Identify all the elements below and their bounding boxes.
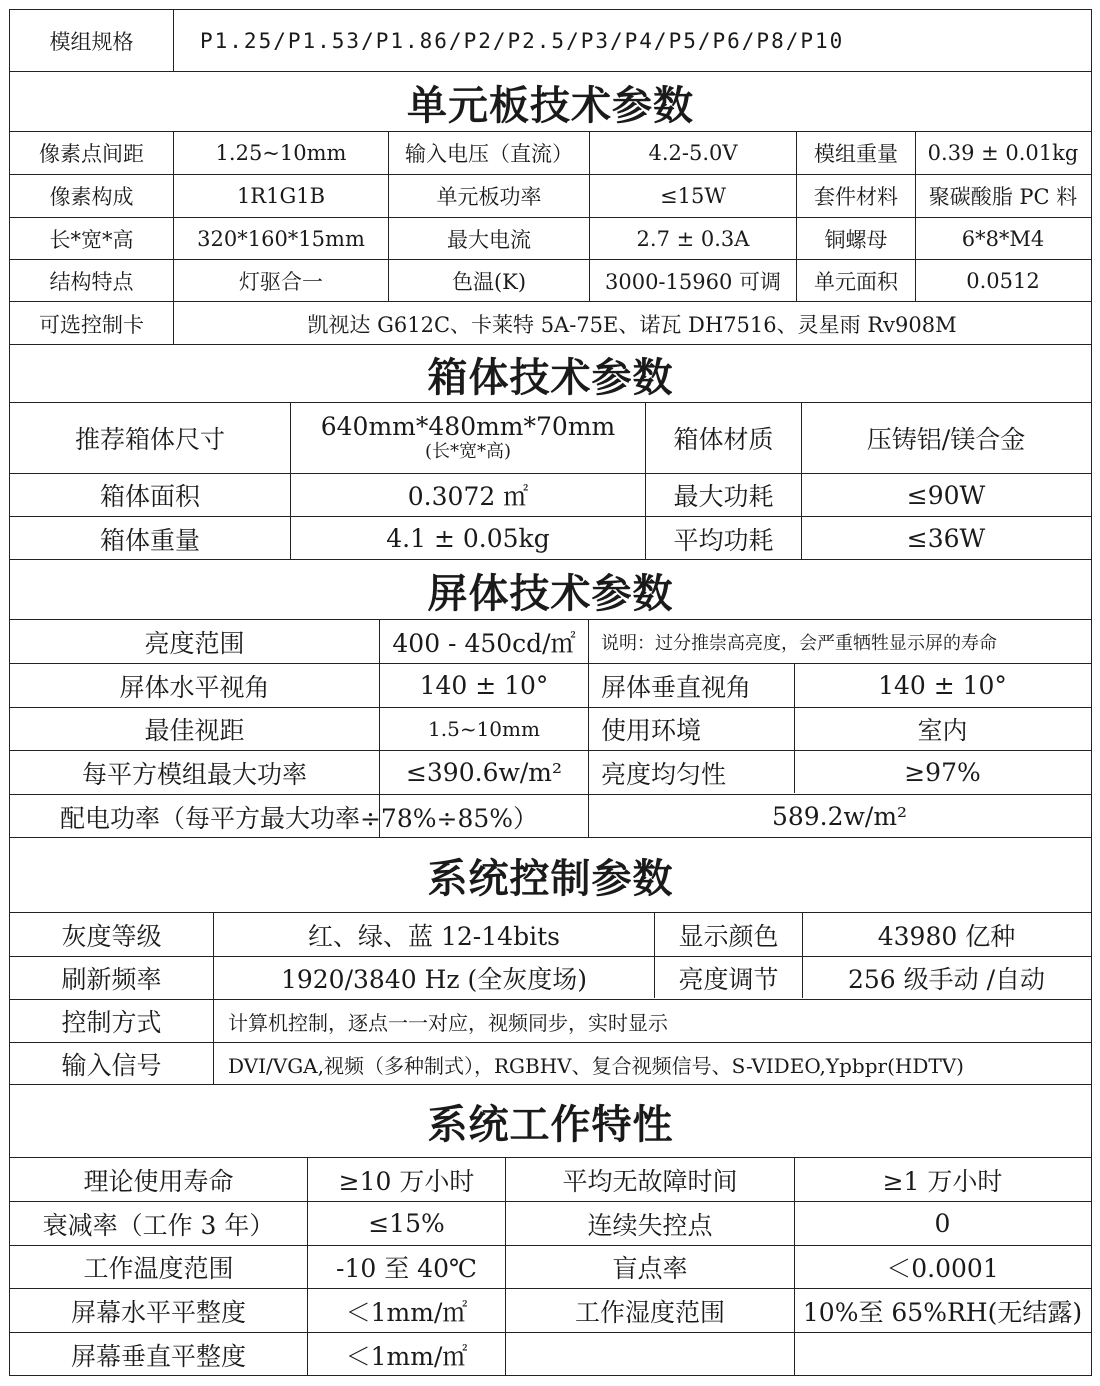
table-cell: 工作温度范围 — [83, 1254, 234, 1283]
table-cell: 单元面积 — [814, 269, 898, 294]
table-cell: 结构特点 — [49, 269, 134, 294]
table-cell: 2.7 ± 0.3A — [636, 226, 750, 251]
table-cell: ≤15% — [368, 1209, 445, 1238]
table-cell: 140 ± 10° — [878, 671, 1007, 700]
system-control-table — [9, 912, 1092, 1084]
table-cell: 套件材料 — [814, 185, 898, 209]
system-work-table — [9, 1157, 1092, 1376]
table-cell: 0.3072 ㎡ — [407, 482, 529, 511]
table-cell: 亮度调节 — [678, 965, 779, 994]
system-control-title: 系统控制参数 — [427, 856, 674, 902]
table-cell: 色温(K) — [451, 269, 527, 294]
distribution-power-value: 589.2w/m² — [771, 802, 908, 831]
table-cell: ≥10 万小时 — [338, 1166, 475, 1196]
system-work-title-row — [9, 1084, 1092, 1157]
table-cell: 平均无故障时间 — [562, 1166, 738, 1196]
table-cell: 屏幕垂直平整度 — [70, 1342, 246, 1371]
table-cell: 43980 亿种 — [877, 921, 1016, 951]
table-cell: 箱体面积 — [99, 482, 200, 511]
module-spec-value: P1.25/P1.53/P1.86/P2/P2.5/P3/P4/P5/P6/P8/P10 — [200, 29, 845, 53]
table-cell: 灰度等级 — [61, 921, 162, 951]
table-cell: ≤36W — [906, 524, 986, 553]
table-cell: 显示颜色 — [678, 921, 779, 951]
table-cell: ≤90W — [906, 480, 986, 510]
table-cell: 聚碳酸脂 PC 料 — [928, 185, 1078, 209]
table-cell: 屏幕水平平整度 — [70, 1297, 246, 1327]
control-card-label: 可选控制卡 — [39, 312, 144, 337]
table-cell: 每平方模组最大功率 — [81, 759, 307, 789]
table-cell: ≥97% — [904, 758, 981, 787]
brightness-value: 400 - 450cd/㎡ — [392, 628, 576, 658]
brightness-label: 亮度范围 — [144, 628, 245, 658]
table-cell: 6*8*M4 — [961, 226, 1045, 251]
cabinet-material-value: 压铸铝/镁合金 — [866, 425, 1026, 454]
screen-table — [9, 619, 1092, 837]
table-cell: 256 级手动 /自动 — [847, 965, 1046, 994]
table-cell — [795, 1333, 1090, 1377]
cabinet-title-row — [9, 344, 1092, 402]
table-cell: 10%至 65%RH(无结露) — [802, 1297, 1083, 1327]
table-cell: -10 至 40℃ — [336, 1254, 477, 1283]
cabinet-size-note: (长*宽*高) — [424, 441, 512, 463]
table-cell: 最佳视距 — [144, 716, 245, 745]
cabinet-size-cell — [291, 403, 645, 473]
table-cell: ＜1mm/㎡ — [345, 1342, 468, 1371]
table-cell: 长*宽*高 — [49, 227, 134, 252]
table-cell: 输入电压（直流） — [405, 142, 573, 166]
cabinet-size-label: 推荐箱体尺寸 — [74, 425, 225, 454]
table-cell: 像素构成 — [49, 185, 134, 209]
input-signal-label: 输入信号 — [61, 1051, 162, 1080]
spec-sheet — [9, 9, 1092, 1376]
table-cell: 屏体水平视角 — [119, 672, 270, 702]
cabinet-title: 箱体技术参数 — [427, 354, 674, 401]
table-cell: 使用环境 — [601, 716, 702, 745]
table-cell: 1.5~10mm — [428, 717, 540, 741]
table-cell: 室内 — [917, 716, 968, 745]
table-cell: 盲点率 — [612, 1254, 688, 1283]
table-cell: 4.2-5.0V — [648, 141, 738, 165]
table-cell — [506, 1333, 794, 1377]
table-cell: 亮度均匀性 — [601, 759, 727, 789]
control-mode-label: 控制方式 — [61, 1008, 162, 1037]
table-cell: ＜1mm/㎡ — [345, 1297, 468, 1327]
control-mode-value: 计算机控制，逐点一一对应，视频同步，实时显示 — [228, 1010, 668, 1035]
table-cell: 模组重量 — [814, 142, 898, 166]
screen-title: 屏体技术参数 — [427, 570, 674, 617]
table-cell: 衰减率（工作 3 年） — [42, 1210, 275, 1240]
table-cell: ≤15W — [660, 184, 726, 208]
table-cell: 像素点间距 — [39, 142, 144, 166]
table-cell: 1920/3840 Hz (全灰度场) — [280, 965, 588, 994]
table-cell: 工作湿度范围 — [574, 1297, 725, 1327]
unit-board-title-row — [9, 71, 1092, 131]
cabinet-size-value: 640mm*480mm*70mm — [320, 412, 616, 442]
brightness-note: 说明：过分推崇高亮度，会严重牺牲显示屏的寿命 — [601, 632, 997, 654]
table-cell: 最大功耗 — [673, 482, 774, 511]
table-cell: 3000-15960 可调 — [604, 269, 782, 294]
module-spec-label: 模组规格 — [49, 30, 134, 54]
table-cell: 铜螺母 — [824, 227, 888, 252]
table-cell: 屏体垂直视角 — [601, 672, 752, 702]
system-work-title: 系统工作特性 — [427, 1102, 674, 1148]
table-cell: ≤390.6w/m² — [405, 758, 563, 787]
table-cell: 0.0512 — [966, 268, 1040, 293]
table-cell: 单元板功率 — [436, 185, 542, 209]
cabinet-material-label: 箱体材质 — [673, 425, 774, 454]
table-cell: 140 ± 10° — [419, 671, 549, 700]
table-cell: 红、绿、蓝 12-14bits — [308, 921, 560, 951]
table-cell: ＜0.0001 — [886, 1254, 999, 1283]
table-cell: 320*160*15mm — [197, 226, 365, 251]
unit-board-table — [9, 131, 1092, 344]
table-cell: 刷新频率 — [61, 965, 162, 994]
table-cell: 连续失控点 — [587, 1210, 713, 1240]
control-card-value: 凯视达 G612C、卡莱特 5A-75E、诺瓦 DH7516、灵星雨 Rv908M — [307, 312, 957, 337]
table-cell: 箱体重量 — [99, 525, 200, 555]
table-cell: 平均功耗 — [673, 525, 774, 555]
table-cell: ≥1 万小时 — [882, 1166, 1003, 1196]
cabinet-table — [9, 402, 1092, 559]
unit-board-title: 单元板技术参数 — [407, 82, 694, 129]
distribution-power-label: 配电功率（每平方最大功率÷78%÷85%） — [59, 803, 539, 833]
module-spec-section — [9, 9, 1092, 71]
table-cell: 0.39 ± 0.01kg — [927, 141, 1079, 165]
screen-title-row — [9, 559, 1092, 619]
table-cell: 0 — [934, 1209, 951, 1238]
table-cell: 理论使用寿命 — [83, 1166, 234, 1196]
table-cell: 1.25~10mm — [215, 141, 347, 165]
table-cell: 1R1G1B — [236, 184, 326, 208]
table-cell: 4.1 ± 0.05kg — [386, 524, 550, 553]
table-cell: 最大电流 — [447, 227, 531, 252]
table-cell: 灯驱合一 — [239, 269, 323, 294]
system-control-title-row — [9, 837, 1092, 912]
input-signal-value: DVI/VGA,视频（多种制式），RGBHV、复合视频信号、S-VIDEO,Ypbpr(HDTV) — [228, 1053, 964, 1078]
